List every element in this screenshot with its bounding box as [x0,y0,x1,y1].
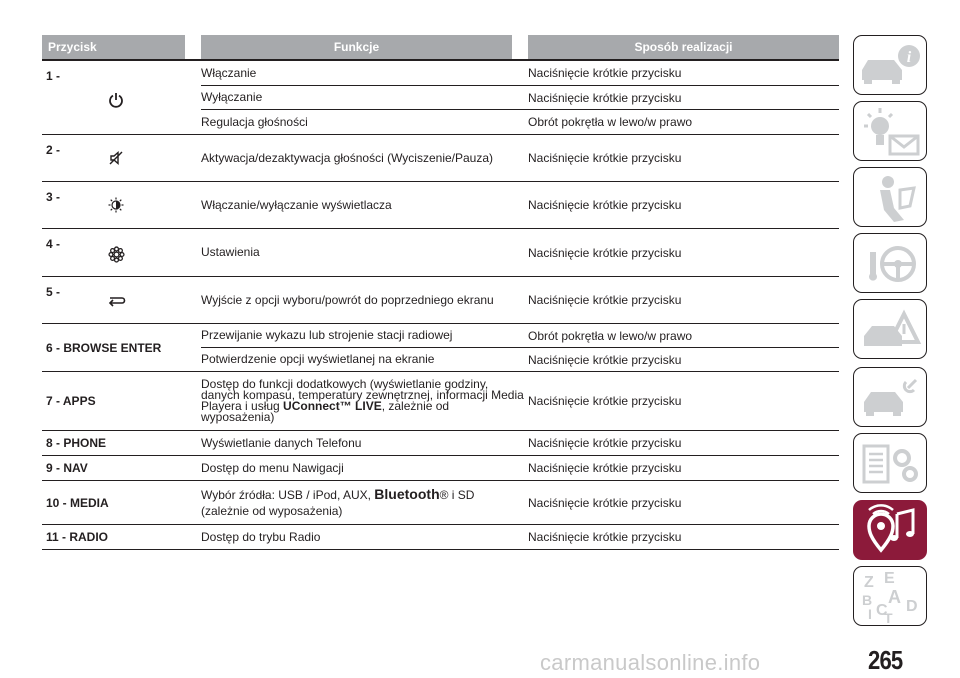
table-row [42,277,839,324]
tab-index[interactable] [853,566,927,626]
function-text: Dostęp do funkcji dodatkowych (wyświetlanie godziny, danych kompasu, temperatury zewnętrznej, informacji Media Playera i usług UConnect™ LIVE, zależnie od wyposażenia) [201,377,524,424]
function-text: Regulacja głośności [201,114,308,129]
emergency-triangle-icon [854,300,928,360]
svg-text:T: T [884,610,893,626]
table-row [42,431,839,456]
method-text: Naciśnięcie krótkie przycisku [528,495,682,510]
table-row [42,324,839,372]
method-text: Obrót pokrętła w lewo/w prawo [528,328,693,343]
method-text: Naciśnięcie krótkie przycisku [528,66,682,80]
table-row [42,182,839,229]
method-text: Naciśnięcie krótkie przycisku [528,352,682,367]
row-label: 2 - [46,143,61,157]
table-row [42,135,839,182]
row-label: 9 - NAV [46,461,88,475]
tab-starting-driving[interactable] [853,233,927,293]
watermark: carmanualsonline.info [540,650,761,675]
function-text: Wyświetlanie danych Telefonu [201,435,362,450]
car-service-icon [854,368,928,428]
row-label: 8 - PHONE [46,436,107,450]
specifications-gear-icon [854,434,928,494]
function-text: Wybór źródła: USB / iPod, AUX, Bluetooth® i SD (zależnie od wyposażenia) [201,486,475,518]
row-label: 7 - APPS [46,394,96,408]
function-text: Aktywacja/dezaktywacja głośności (Wyciszenie/Pauza) [201,150,494,165]
warning-lights-message-icon [854,102,928,162]
svg-text:A: A [888,587,901,607]
car-info-icon [854,36,928,96]
power-icon [108,92,124,113]
function-text: Potwierdzenie opcji wyświetlanej na ekranie [201,352,435,366]
function-text: Ustawienia [201,245,260,259]
method-text: Naciśnięcie krótkie przycisku [528,198,682,212]
function-text: Wyjście z opcji wyboru/powrót do poprzedniego ekranu [201,292,494,307]
method-text: Naciśnięcie krótkie przycisku [528,394,682,408]
row-label: 11 - RADIO [46,530,109,544]
back-arrow-icon [108,293,126,312]
method-text: Naciśnięcie krótkie przycisku [528,245,682,260]
method-text: Naciśnięcie krótkie przycisku [528,436,682,450]
tab-warning-lights[interactable] [853,101,927,161]
display-icon [108,197,124,218]
method-text: Naciśnięcie krótkie przycisku [528,90,682,105]
tab-service[interactable] [853,367,927,427]
method-text: Obrót pokrętła w lewo/w prawo [528,115,693,129]
mute-icon [108,150,124,171]
function-text: Przewijanie wykazu lub strojenie stacji radiowej [201,328,453,342]
multimedia-music-icon [853,500,927,560]
table-row [42,61,839,135]
svg-text:Z: Z [864,574,874,591]
function-text: Dostęp do trybu Radio [201,529,321,544]
function-text: Włączanie [201,65,257,80]
tab-emergency[interactable] [853,299,927,359]
tab-specifications[interactable] [853,433,927,493]
header-method: Sposób realizacji [528,35,839,59]
svg-text:D: D [906,598,918,615]
row-label: 1 - [46,69,61,83]
controls-table [42,35,839,550]
table-row [42,456,839,481]
method-text: Naciśnięcie krótkie przycisku [528,530,682,544]
table-row [42,229,839,277]
svg-text:C: C [876,602,888,619]
method-text: Naciśnięcie krótkie przycisku [528,293,682,307]
tab-multimedia[interactable] [853,500,927,560]
header-functions: Funkcje [201,35,512,59]
function-text: Wyłączanie [201,90,263,104]
tab-safety[interactable] [853,167,927,227]
svg-text:i: i [906,49,912,66]
table-row [42,372,839,431]
svg-text:E: E [884,570,895,587]
svg-text:B: B [862,592,873,608]
alphabetical-index-icon [854,567,928,627]
settings-gear-icon [108,246,125,268]
function-text: Włączanie/wyłączanie wyświetlacza [201,197,392,212]
table-row [42,525,839,550]
method-text: Naciśnięcie krótkie przycisku [528,461,682,475]
function-text: Dostęp do menu Nawigacji [201,460,344,475]
table-row [42,481,839,525]
row-label: 10 - MEDIA [46,495,109,510]
row-label: 6 - BROWSE ENTER [46,340,162,355]
steering-key-icon [854,234,928,294]
row-label: 3 - [46,190,61,204]
airbag-seat-icon [854,168,928,228]
row-label: 5 - [46,285,61,299]
header-button: Przycisk [42,35,185,59]
method-text: Naciśnięcie krótkie przycisku [528,151,682,165]
page-number: 265 [868,645,903,675]
svg-text:I: I [868,606,872,622]
tab-car-info[interactable] [853,35,927,95]
row-label: 4 - [46,237,61,251]
table-header [42,35,839,61]
